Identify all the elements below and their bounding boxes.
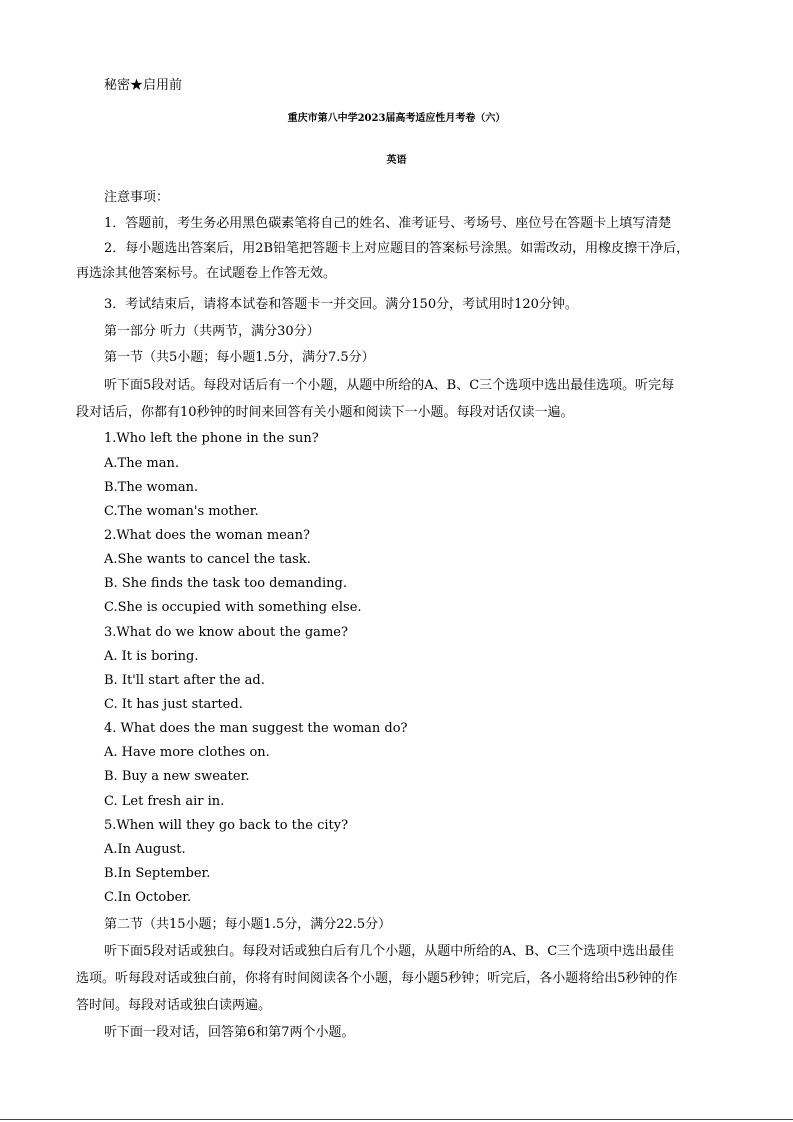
section2-instruction-cont-1: 选项。听每段对话或独白前，你将有时间阅读各个小题，每小题5秒钟；听完后，各小题将给出5秒钟的作 [76,971,678,986]
q3-option-b: B. It'll start after the ad. [104,673,265,688]
note-item-2: 2．每小题选出答案后，用2B铅笔把答题卡上对应题目的答案标号涂黑。如需改动，用橡皮擦干净后， [104,241,690,256]
question-5: 5.When will they go back to the city? [104,818,349,833]
note-item-2-cont: 再选涂其他答案标号。在试题卷上作答无效。 [76,266,337,281]
section1-heading: 第一节（共5小题；每小题1.5分，满分7.5分） [104,350,375,365]
q5-option-a: A.In August. [104,842,186,857]
subject-title: 英语 [386,155,407,166]
section2-heading: 第二节（共15小题；每小题1.5分，满分22.5分） [104,917,392,932]
q5-option-b: B.In September. [104,866,211,881]
question-3: 3.What do we know about the game? [104,625,348,640]
note-item-1: 1．答题前，考生务必用黑色碳素笔将自己的姓名、准考证号、考场号、座位号在答题卡上填写清楚 [104,216,672,231]
question-1: 1.Who left the phone in the sun? [104,431,319,446]
q1-option-c: C.The woman's mother. [104,504,259,519]
section2-instruction: 听下面5段对话或独白。每段对话或独白后有几个小题，从题中所给的A、B、C三个选项中选出最佳 [104,944,675,959]
section1-instruction-cont: 段对话后，你都有10秒钟的时间来回答有关小题和阅读下一小题。每段对话仅读一遍。 [76,405,574,420]
exam-title: 重庆市第八中学2023届高考适应性月考卷（六） [287,113,506,124]
question-4: 4. What does the man suggest the woman do? [104,721,408,736]
q2-option-a: A.She wants to cancel the task. [104,552,311,567]
q3-option-a: A. It is boring. [104,649,199,664]
q1-option-b: B.The woman. [104,480,199,495]
page-divider [0,1119,793,1120]
q2-option-b: B. She finds the task too demanding. [104,576,347,591]
q4-option-c: C. Let fresh air in. [104,794,225,809]
section2-instruction-cont-2: 答时间。每段对话或独白读两遍。 [76,998,272,1013]
q4-option-a: A. Have more clothes on. [104,745,270,760]
confidential-mark: 秘密★启用前 [104,78,183,93]
q5-option-c: C.In October. [104,890,192,905]
question-2: 2.What does the woman mean? [104,528,310,543]
q3-option-c: C. It has just started. [104,697,243,712]
dialogue-intro: 听下面一段对话，回答第6和第7两个小题。 [104,1025,355,1040]
notes-heading: 注意事项： [104,190,170,205]
q4-option-b: B. Buy a new sweater. [104,769,250,784]
q2-option-c: C.She is occupied with something else. [104,600,362,615]
note-item-3: 3．考试结束后，请将本试卷和答题卡一并交回。满分150分，考试用时120分钟。 [104,297,578,312]
section1-instruction: 听下面5段对话。每段对话后有一个小题，从题中所给的A、B、C三个选项中选出最佳选项。听完每 [104,378,675,393]
q1-option-a: A.The man. [104,456,179,471]
part1-heading: 第一部分 听力（共两节，满分30分） [104,324,320,339]
